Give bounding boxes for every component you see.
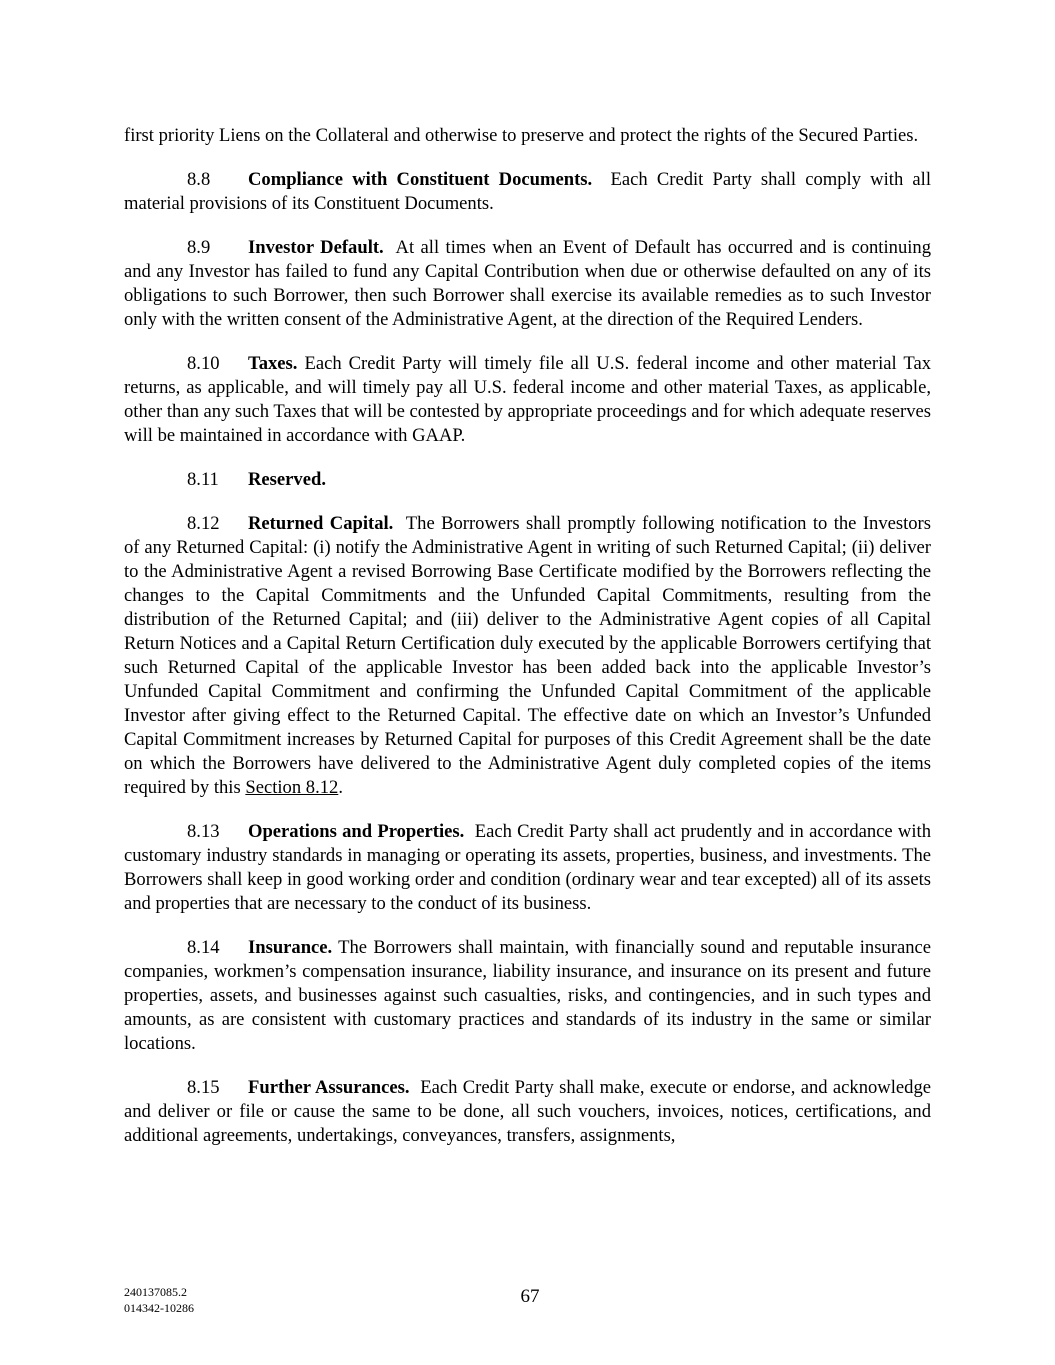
section-heading: Operations and Properties. <box>248 821 465 842</box>
section-body: The Borrowers shall maintain, with financially sound and reputable insurance companies, workmen’s compensation insurance, liability insurance, and insurance on its present and future properties, assets, and businesses against such casualties, risks, and contingencies, and in such types and amounts, as are consistent with customary practices and standards of its industry in the same or similar locations. <box>124 937 931 1054</box>
section-8-11 <box>124 468 931 492</box>
section-number: 8.13 <box>187 821 220 842</box>
section-body: At all times when an Event of Default has occurred and is continuing and any Investor has failed to fund any Capital Contribution when due or otherwise defaulted on any of its obligations to such Borrower, then such Borrower shall exercise its available remedies as to such Investor only with the written consent of the Administrative Agent, at the direction of the Required Lenders. <box>124 237 931 330</box>
section-body: Each Credit Party shall make, execute or endorse, and acknowledge and deliver or file or cause the same to be done, all such vouchers, invoices, notices, certifications, and additional agreements, undertakings, conveyances, transfers, assignments, <box>124 1077 932 1146</box>
section-8-13 <box>124 820 931 916</box>
footer-matter-number: 014342-10286 <box>124 1301 194 1315</box>
section-heading: Compliance with Constituent Documents. <box>248 169 593 190</box>
section-body: The Borrowers shall promptly following notification to the Investors of any Returned Capital: (i) notify the Administrative Agent in writing of such Returned Capital; (ii) deliver to the Administrative Agent a revised Borrowing Base Certificate modified by the Borrowers reflecting the changes to the Capital Commitments and the Unfunded Capital Commitments, resulting from the distribution of the Returned Capital; and (iii) deliver to the Administrative Agent copies of all Capital Return Notices and a Capital Return Certification duly executed by the applicable Borrowers certifying that such Returned Capital of the applicable Investor has been added back into the applicable Investor’s Unfunded Capital Commitment and confirming the Unfunded Capital Commitment of the applicable Investor after giving effect to the Returned Capital. The effective date on which an Investor’s Unfunded Capital Commitment increases by Returned Capital for purposes of this Credit Agreement shall be the date on which the Borrowers have delivered to the Administrative Agent duly completed copies of the items required by this <box>124 513 931 798</box>
section-number: 8.14 <box>187 937 220 958</box>
section-body: Each Credit Party will timely file all U.S. federal income and other material Tax returns, as applicable, and will timely pay all U.S. federal income and other material Taxes, as applicable, other than any such Taxes that will be contested by appropriate proceedings and for which adequate reserves will be maintained in accordance with GAAP. <box>124 353 932 446</box>
section-8-14 <box>124 936 931 1056</box>
section-heading: Investor Default. <box>248 237 384 258</box>
section-number: 8.8 <box>187 169 211 190</box>
footer-doc-number: 240137085.2 <box>124 1285 187 1299</box>
section-heading: Further Assurances. <box>248 1077 410 1098</box>
section-8-15 <box>124 1076 931 1148</box>
section-heading: Returned Capital. <box>248 513 394 534</box>
section-8-8 <box>124 168 931 216</box>
intro-paragraph: first priority Liens on the Collateral and otherwise to preserve and protect the rights of the Secured Parties. <box>124 125 919 146</box>
section-number: 8.11 <box>187 469 219 490</box>
section-heading: Insurance. <box>248 937 333 958</box>
section-number: 8.12 <box>187 513 220 534</box>
section-number: 8.15 <box>187 1077 220 1098</box>
section-8-9 <box>124 236 931 332</box>
section-heading: Taxes. <box>248 353 298 374</box>
section-number: 8.9 <box>187 237 211 258</box>
section-body-tail: . <box>338 777 343 798</box>
section-body: Each Credit Party shall comply with all material provisions of its Constituent Documents. <box>124 169 932 214</box>
section-heading: Reserved. <box>248 469 326 490</box>
document-body <box>124 124 931 1168</box>
section-8-10 <box>124 352 931 448</box>
footer-document-id <box>124 1284 194 1316</box>
page-number: 67 <box>520 1286 540 1307</box>
section-cross-reference-link[interactable]: Section 8.12 <box>245 777 339 798</box>
section-8-12 <box>124 512 931 800</box>
section-body: Each Credit Party shall act prudently and in accordance with customary industry standards in managing or operating its assets, properties, business, and investments. The Borrowers shall keep in good working order and condition (ordinary wear and tear excepted) all of its assets and properties that are necessary to the conduct of its business. <box>124 821 931 914</box>
section-number: 8.10 <box>187 353 220 374</box>
